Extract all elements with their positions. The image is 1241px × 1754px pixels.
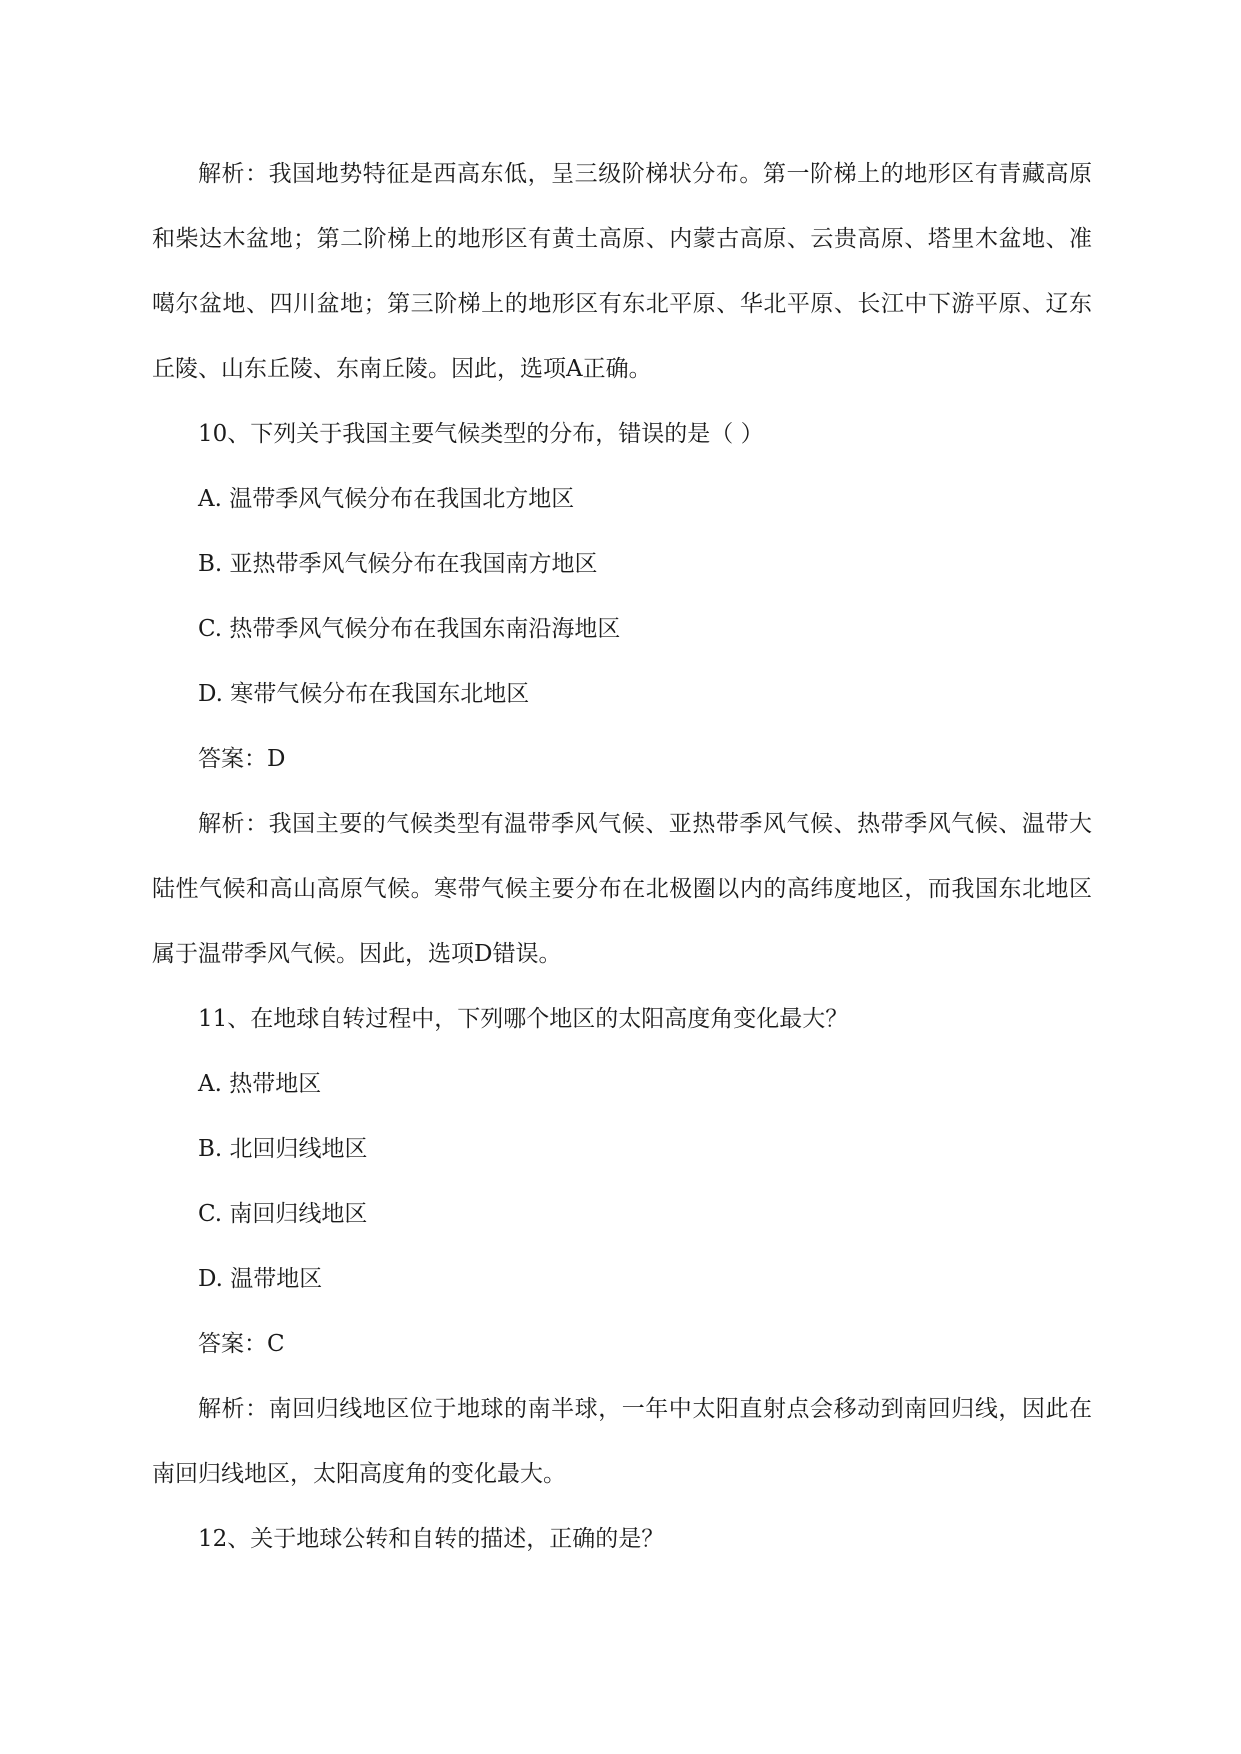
option-d: D. 温带地区 — [198, 1266, 323, 1292]
question-12: 12、关于地球公转和自转的描述，正确的是？ — [198, 1526, 665, 1552]
explanation-paragraph: 解析：我国主要的气候类型有温带季风气候、亚热带季风气候、热带季风气候、温带大陆性气候和高山高原气候。寒带气候主要分布在北极圈以内的高纬度地区，而我国东北地区属于温带季风气候。因此，选项D错误。 — [152, 811, 1092, 967]
option-d: D. 寒带气候分布在我国东北地区 — [198, 681, 530, 707]
question-11: 11、在地球自转过程中，下列哪个地区的太阳高度角变化最大？ — [198, 1006, 849, 1032]
option-b: B. 北回归线地区 — [198, 1136, 368, 1162]
option-a: A. 温带季风气候分布在我国北方地区 — [198, 486, 575, 512]
question-10: 10、下列关于我国主要气候类型的分布，错误的是（ ） — [198, 421, 764, 447]
document-body — [152, 142, 1092, 1572]
option-c: C. 南回归线地区 — [198, 1201, 368, 1227]
explanation-paragraph: 解析：南回归线地区位于地球的南半球，一年中太阳直射点会移动到南回归线，因此在南回归线地区，太阳高度角的变化最大。 — [152, 1396, 1092, 1487]
option-a: A. 热带地区 — [198, 1071, 322, 1097]
option-b: B. 亚热带季风气候分布在我国南方地区 — [198, 551, 598, 577]
explanation-paragraph: 解析：我国地势特征是西高东低，呈三级阶梯状分布。第一阶梯上的地形区有青藏高原和柴达木盆地；第二阶梯上的地形区有黄土高原、内蒙古高原、云贵高原、塔里木盆地、准噶尔盆地、四川盆地；第三阶梯上的地形区有东北平原、华北平原、长江中下游平原、辽东丘陵、山东丘陵、东南丘陵。因此，选项A正确。 — [152, 161, 1092, 382]
answer-line: 答案：C — [198, 1331, 285, 1357]
option-c: C. 热带季风气候分布在我国东南沿海地区 — [198, 616, 621, 642]
answer-line: 答案：D — [198, 746, 286, 772]
